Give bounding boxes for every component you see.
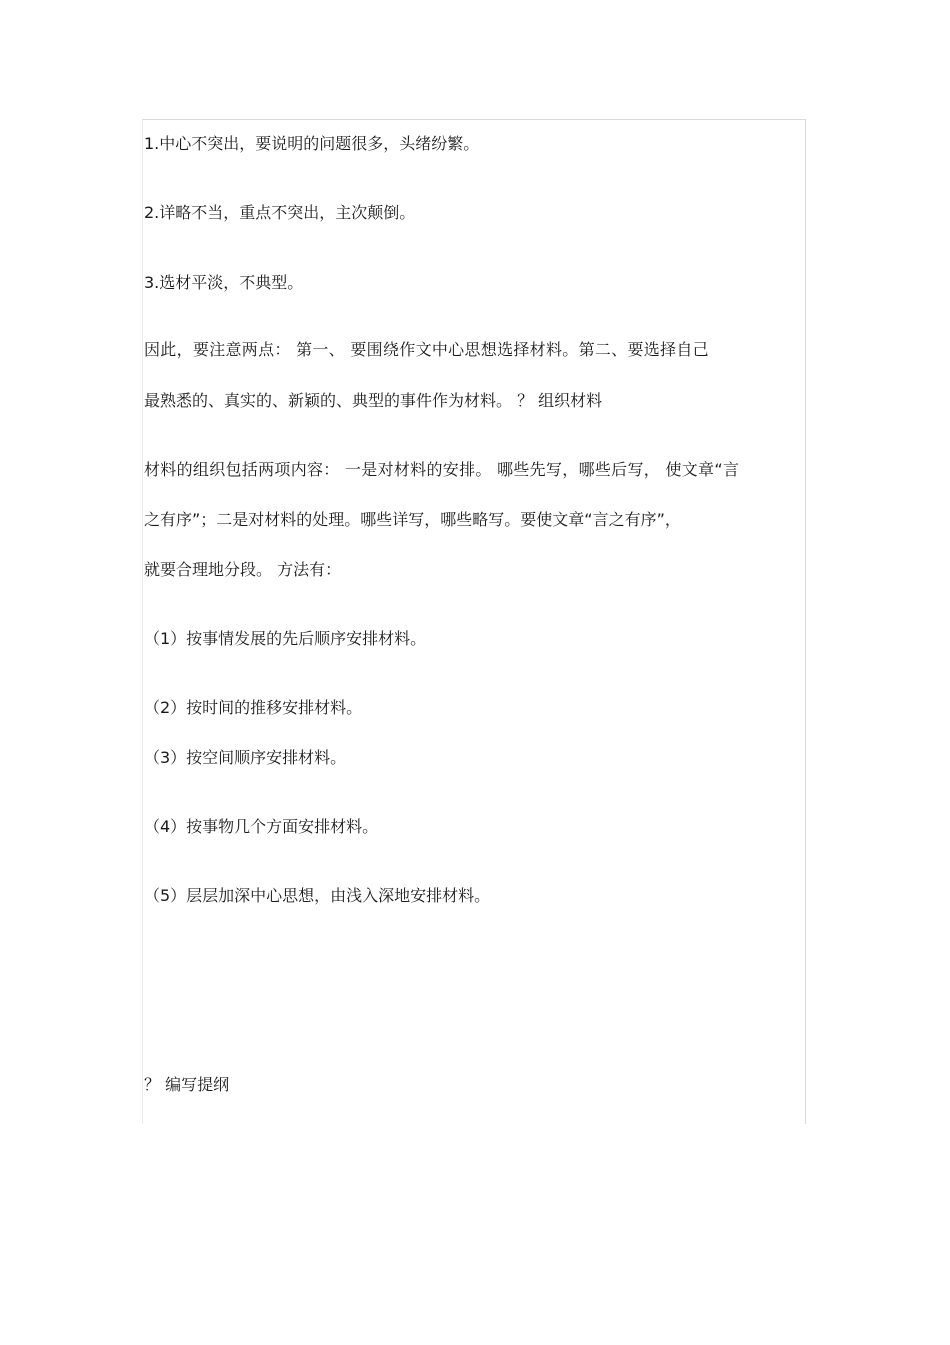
method-item-2: （2）按时间的推移安排材料。 (144, 698, 363, 717)
page-frame (142, 119, 806, 1124)
paragraph-organize-line-1: 材料的组织包括两项内容： 一是对材料的安排。 哪些先写，哪些后写， 使文章“言 (144, 460, 740, 479)
paragraph-therefore-line-1: 因此，要注意两点： 第一、 要围绕作文中心思想选择材料。第二、要选择自己 (144, 340, 709, 359)
problem-item-3: 3.选材平淡，不典型。 (144, 273, 304, 292)
method-item-1: （1）按事情发展的先后顺序安排材料。 (144, 629, 427, 648)
problem-item-1: 1.中心不突出，要说明的问题很多，头绪纷繁。 (144, 134, 480, 153)
paragraph-organize-line-3: 就要合理地分段。 方法有： (144, 560, 342, 579)
method-item-4: （4）按事物几个方面安排材料。 (144, 817, 379, 836)
section-heading-outline: ？ 编写提纲 (144, 1075, 230, 1094)
paragraph-organize-line-2: 之有序”；二是对材料的处理。哪些详写，哪些略写。要使文章“言之有序”， (144, 510, 681, 529)
problem-item-2: 2.详略不当，重点不突出，主次颠倒。 (144, 203, 416, 222)
method-item-5: （5）层层加深中心思想，由浅入深地安排材料。 (144, 886, 491, 905)
paragraph-therefore-line-2: 最熟悉的、真实的、新颖的、典型的事件作为材料。 ？ 组织材料 (144, 391, 603, 410)
method-item-3: （3）按空间顺序安排材料。 (144, 748, 347, 767)
